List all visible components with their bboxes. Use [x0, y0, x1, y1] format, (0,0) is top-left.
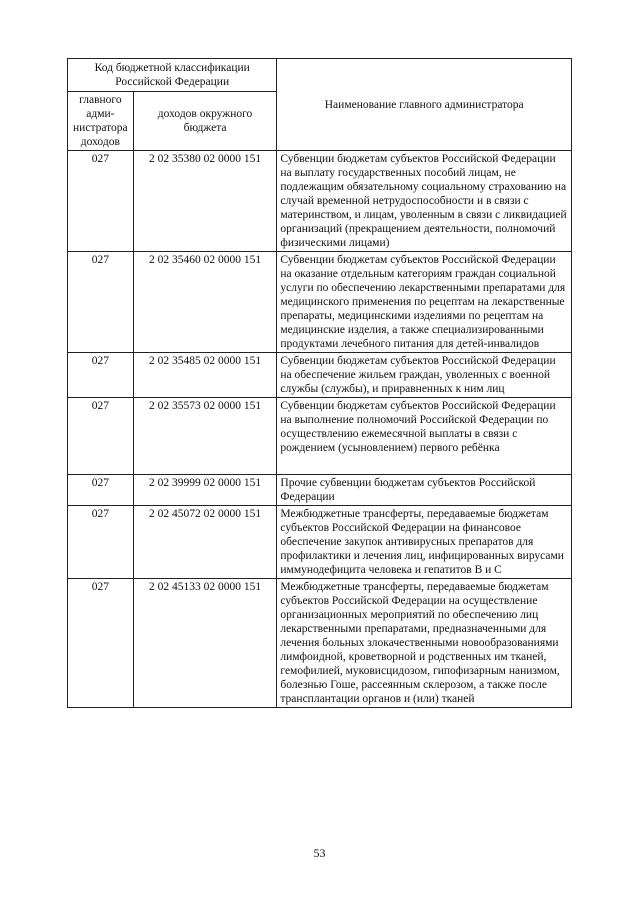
income-code-cell: 2 02 35460 02 0000 151: [133, 252, 277, 353]
name-cell: Межбюджетные трансферты, передаваемые бюджетам субъектов Российской Федерации на финансовое обеспечение закупок антивирусных препаратов для профилактики и лечения лиц, инфицированных вирусами иммунодефицита человека и гепатитов В и С: [277, 506, 572, 579]
table-row: [68, 579, 572, 708]
header-income-column: доходов окружного бюджета: [133, 92, 277, 151]
admin-code-cell: 027: [68, 151, 134, 252]
income-code-cell: 2 02 45133 02 0000 151: [133, 579, 277, 708]
name-cell: Субвенции бюджетам субъектов Российской Федерации на обеспечение жильем граждан, уволенных с военной службы (службы), и приравненных к ним лиц: [277, 353, 572, 398]
admin-code-cell: 027: [68, 353, 134, 398]
table-row: [68, 353, 572, 398]
admin-code-cell: 027: [68, 475, 134, 506]
name-cell: Межбюджетные трансферты, передаваемые бюджетам субъектов Российской Федерации на осуществление организационных мероприятий по обеспечению лиц лекарственными препаратами, предназначенными для лечения больных злокачественными новообразованиями лимфоидной, кроветворной и родственных им тканей, гемофилией, муковисцидозом, гипофизарным нанизмом, болезнью Гоше, рассеянным склерозом, а также после трансплантации органов и (или) тканей: [277, 579, 572, 708]
admin-code-cell: 027: [68, 506, 134, 579]
name-cell: Субвенции бюджетам субъектов Российской Федерации на выполнение полномочий Российской Федерации по осуществлению ежемесячной выплаты в связи с рождением (усыновлением) первого ребёнка: [277, 398, 572, 475]
name-cell: Субвенции бюджетам субъектов Российской Федерации на выплату государственных пособий лицам, не подлежащим обязательному социальному страхованию на случай временной нетрудоспособности и в связи с материнством, и лицам, уволенным в связи с ликвидацией организаций (прекращением деятельности, полномочий физическими лицами): [277, 151, 572, 252]
table-row: [68, 151, 572, 252]
table-row: [68, 398, 572, 475]
name-cell: Субвенции бюджетам субъектов Российской Федерации на оказание отдельным категориям граждан социальной услуги по обеспечению лекарственными препаратами для медицинского применения по рецептам на лекарственные препараты, медицинскими изделиями по рецептам на медицинские изделия, а также специализированными продуктами лечебного питания для детей-инвалидов: [277, 252, 572, 353]
income-code-cell: 2 02 39999 02 0000 151: [133, 475, 277, 506]
header-name-column: Наименование главного администратора: [277, 59, 572, 151]
admin-code-cell: 027: [68, 398, 134, 475]
income-code-cell: 2 02 35573 02 0000 151: [133, 398, 277, 475]
admin-code-cell: 027: [68, 252, 134, 353]
header-row-1: [68, 59, 572, 92]
income-code-cell: 2 02 35485 02 0000 151: [133, 353, 277, 398]
admin-code-cell: 027: [68, 579, 134, 708]
table-row: [68, 506, 572, 579]
table-row: [68, 252, 572, 353]
name-cell: Прочие субвенции бюджетам субъектов Российской Федерации: [277, 475, 572, 506]
table-row: [68, 475, 572, 506]
header-admin-column: главного адми-нистратора доходов: [68, 92, 134, 151]
income-code-cell: 2 02 35380 02 0000 151: [133, 151, 277, 252]
page-number: 53: [313, 846, 326, 860]
budget-classification-table: [67, 58, 572, 708]
header-group-title: Код бюджетной классификации Российской Федерации: [68, 59, 277, 92]
income-code-cell: 2 02 45072 02 0000 151: [133, 506, 277, 579]
